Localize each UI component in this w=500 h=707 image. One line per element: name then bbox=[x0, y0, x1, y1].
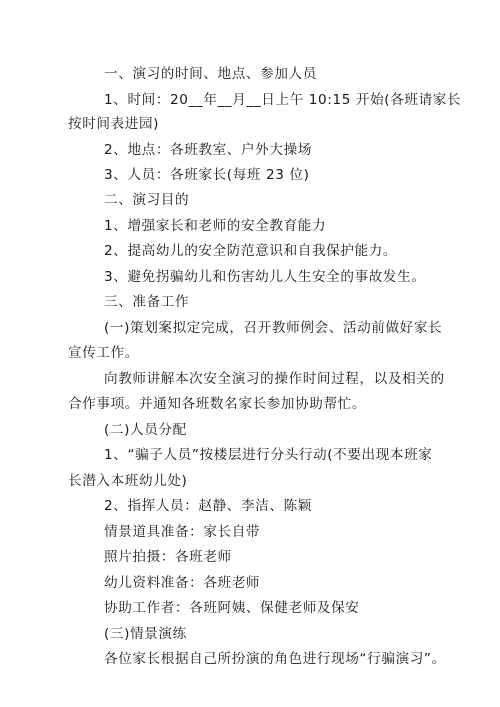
section-heading-1: 一、演习的时间、地点、参加人员 bbox=[104, 66, 317, 82]
text-line: 3、避免拐骗幼儿和伤害幼儿人生安全的事故发生。 bbox=[104, 269, 426, 285]
text-line: 合作事项。并通知各班数名家长参加协助帮忙。 bbox=[68, 396, 367, 412]
text-line: 2、地点：各班教室、户外大操场 bbox=[104, 142, 312, 158]
text-line: 长潜入本班幼儿处) bbox=[68, 473, 188, 489]
section-heading-2: 二、演习目的 bbox=[104, 192, 190, 208]
text-line: 2、指挥人员：赵静、李洁、陈颖 bbox=[104, 498, 312, 514]
text-line: 宣传工作。 bbox=[68, 345, 139, 361]
text-line: 1、增强家长和老师的安全教育能力 bbox=[104, 218, 327, 234]
text-line: 1、“骗子人员”按楼层进行分头行动(不要出现本班家 bbox=[104, 447, 433, 463]
text-line: 各位家长根据自己所扮演的角色进行现场“行骗演习”。 bbox=[104, 651, 446, 667]
text-line: 1、时间：20__年__月__日上午 10:15 开始(各班请家长 bbox=[104, 92, 462, 108]
section-heading-3: 三、准备工作 bbox=[104, 294, 190, 310]
subsection-heading: (二)人员分配 bbox=[104, 422, 187, 438]
text-line: 协助工作者：各班阿姨、保健老师及保安 bbox=[104, 600, 360, 616]
text-line: 按时间表进园) bbox=[68, 116, 160, 132]
text-line: 向教师讲解本次安全演习的操作时间过程，以及相关的 bbox=[104, 371, 445, 387]
subsection-heading: (三)情景演练 bbox=[104, 626, 187, 642]
text-line: (一)策划案拟定完成，召开教师例会、活动前做好家长 bbox=[104, 320, 443, 336]
text-line: 情景道具准备：家长自带 bbox=[104, 524, 261, 540]
text-line: 3、人员：各班家长(每班 23 位) bbox=[104, 167, 310, 183]
text-line: 2、提高幼儿的安全防范意识和自我保护能力。 bbox=[104, 243, 398, 259]
text-line: 幼儿资料准备：各班老师 bbox=[104, 575, 261, 591]
text-line: 照片拍摄：各班老师 bbox=[104, 549, 232, 565]
